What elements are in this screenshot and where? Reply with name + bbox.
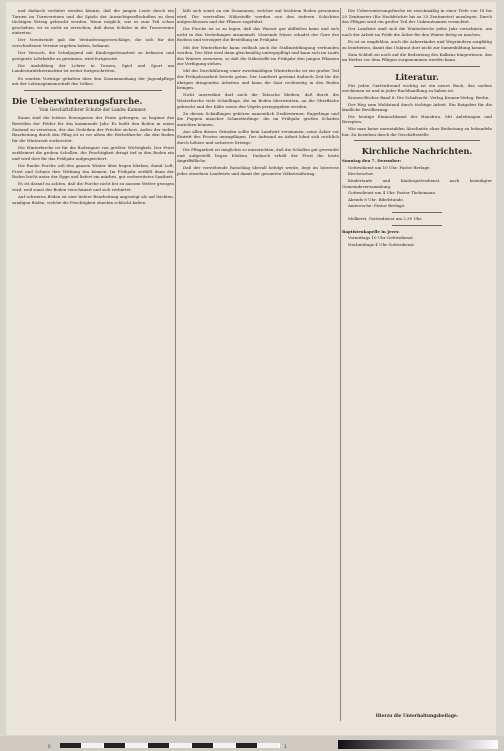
paragraph: Die Winterfurche ist für die Bodengare von größter Wichtigkeit. Der Frost zerkleinert die groben Schollen, die Feuchtigkeit dringt tief in den Boden ein und wird dort für das Frühjahr aufgespeichert. [12,144,174,161]
literature-heading: Literatur. [395,71,439,82]
paragraph: Der Versuch, die Schuljugend mit Kindergartenarbeit zu befassen und geeignete Lehrkräfte zu gewinnen, wird fortgesetzt. [12,50,174,61]
paragraph: Der Landwirt muß sich die Winterfurche jedes Jahr vornehmen, um nach der Arbeit im Felde die Äcker für den Winter fertig zu machen. [342,26,492,37]
grayscale-wedge [338,740,498,749]
church-item: Abends 8 Uhr: Bibelstunde. [348,196,405,202]
paragraph: Mit der Winterfurche kann vielfach auch die Stallmistdüngung verbunden werden. Der Mist wird dann gleichmäßig untergepflügt und kann sich im Laufe des Winters zersetzen, so daß die Nährstoffe im Frühjahr den jungen Pflanzen zur Verfügung stehen. [177,44,339,67]
paragraph: Es wurden Vorträge gehalten über den Zusammenhang der Jugendpflege mit der Lebensgemeinschaft des Volkes. [12,75,174,87]
church-item: Gottesdienst um 10 Uhr: Pastor Berlage. [348,164,431,170]
newspaper-page [6,2,496,735]
literature-item: Wie man keine unrentablen Abschnitte ohne Bedeutung zu behandeln hat. Zu beziehen durch die Geschäftsstelle. [342,126,492,137]
church-item: Nachmittags 4 Uhr Gottesdienst. [348,241,416,247]
church-item: Gottesdienst um 4 Uhr: Pastor Thebemann. [348,190,437,196]
paragraph: Die Ueberwinterungsfurche ist zweckmäßig in einer Tiefe von 18 bis 20 Zentimeter (für Hackfrüchte bis zu 25 Zentimeter) anzulegen. Durch das Pflügen wird ein großer Teil der Unkrautsamen vernichtet. [342,8,492,25]
paragraph: Nicht unerwähnt darf auch die Tatsache bleiben, daß durch die Winterfurche viele Schädlinge, die im Boden überwintern, an die Oberfläche gebracht und der Kälte sowie den Vögeln preisgegeben werden. [177,92,339,109]
paragraph: Es ist zu empfehlen, auch die Ackerränder und Wegrändern sorgfältig zu bearbeiten, damit das Unkraut dort nicht zur Samenbildung kommt. [342,38,492,50]
paragraph: nod dadurch verhütet werden könnte, daß die jungen Leute durch ein Turnen im Turnvereinen und die Spiele der Aussichtgesellschaften zu dem tüchtigen Ertrag gebracht werden. Wenn möglich, wie es zum Teil schon geschehen, ist es nicht zu erreichen, daß diese Schüler in die Turnvereine eintreten. [12,8,174,36]
paragraph: Es ist darauf zu achten, daß die Furche nicht bei zu nassem Wetter gezogen wird, weil sonst der Boden verschmiert und sich verhärtet. [12,181,174,192]
church-item: Molkerei. Gottesdienst um 2.30 Uhr. [348,215,423,221]
paragraph: Der Vorsitzende gab die Veränderungsvorschläge, die sich für die verschiedenen Vereine ergeben haben, bekannt. [12,37,174,49]
literature-item: Für jeden Gartenfreund wichtig ist ein neues Buch, das soeben erschienen ist und in jeder Buchhandlung zu haben ist. [342,82,492,94]
paragraph: Zu diesen Schädlingen gehören namentlich Drahtwürmer, Engerlinge und die Puppen mancher Schmetterlinge, die im Frühjahr großen Schaden anrichten können. [177,110,339,127]
church-item: Amtswoche: Pastor Berlage. [348,203,406,209]
paragraph: Zum Schluß sei noch auf die Bedeutung des Kalkens hingewiesen, das im Herbst vor dem Pflügen vorgenommen werden kann. [342,51,492,63]
supplement-note: Hierzu die Unterhaltungsbeilage. [375,714,459,719]
paragraph: Die Rauhe Furche soll den ganzen Winter über liegen bleiben, damit Luft, Frost und Schnee ihre Wirkung tun können. Im Frühjahr zerfällt dann der Boden leicht unter der Egge und liefert ein mürbes, gut vorbereitetes Saatbett. [12,163,174,180]
church-news-heading: Kirchliche Nachrichten. [361,146,473,157]
paragraph: Mit der Durchführung einer zweckmäßigen Winterfurche ist ein großer Teil der Frühjahrsarbeit bereits getan. Der Landwirt gewinnt dadurch Zeit für die übrigen dringenden Arbeiten und kann die Saat rechtzeitig in den Boden bringen. [177,68,339,91]
article-heading: Die Ueberwinterungsfurche. [12,95,143,106]
church-item: Kirchenchor. [348,171,374,177]
scan-calibration-strip [0,736,504,751]
literature-item: Der Weg zum Wohlstand durch tüchtige Arbeit. Ein Ratgeber für die ländliche Bevölkerung. [342,101,492,113]
church-date: Sonntag den 7. Dezember: [342,158,402,164]
column-right [342,8,492,248]
literature-item: Kronen-Bücher Band 8: Die Schafzucht. Verlag Kronen-Verlag, Berlin. [348,95,490,101]
paragraph: Daß der vorstehende Ratschlag überall befolgt werde, liegt im Interesse jedes einzelnen Landwirts und damit der gesamten Volksernährung. [177,165,339,177]
literature-item: Die heutige Einmachkunst der Hausfrau. Mit Anleitungen und Rezepten. [342,113,492,125]
church-item: Vormittags 10 Uhr Gottesdienst. [348,235,414,241]
divider [354,66,480,67]
divider [24,90,162,91]
church-item: Baptistenkapelle in Jever. [342,228,400,234]
scale-bar [60,743,280,748]
scale-label: 0 [48,744,51,749]
paragraph: Aus allen diesen Gründen sollte kein Landwirt versäumen, seine Äcker vor Eintritt des Frostes umzupflügen. Der Aufwand an Arbeit lohnt sich reichlich durch höhere und sicherere Erträge. [177,128,339,146]
paragraph: Auf schweren Böden ist eine tiefere Bearbeitung angezeigt als auf leichten, sandigen Böden, welche die Feuchtigkeit ohnehin schlecht halten. [12,194,174,205]
column-rule [340,8,341,721]
divider [354,140,480,141]
church-item: Kindertaufe und Kindergottesdienst nach beendigter Gemeindeversammlung. [342,177,492,189]
paragraph: Die Pflugarbeit ist möglichst so einzurichten, daß die Schollen gut gewendet und aufgestellt liegen bleiben. Dadurch erhält der Frost die beste Angriffsfläche. [177,147,339,164]
divider [392,212,442,213]
scale-label: 1 [284,744,287,749]
column-middle [177,8,339,178]
paragraph: Die Furche ist so zu legen, daß das Wasser gut abfließen kann und sich nicht in den Vertiefungen ansammelt. Stauende Nässe schadet der Gare des Bodens und verzögert die Bestellung im Frühjahr. [177,26,339,43]
paragraph: läßt sich somit an ein Zusammen, welcher mit leichtem Boden gewonnen wird. Die wertvollen Nährstoffe werden von den tieferen Schichten aufgeschlossen und der Pflanze zugeführt. [177,8,339,25]
paragraph: Die Ausbildung der Lehrer in Turnen, Spiel und Sport am Landesturnlehrerinstitut ist weiter fortgeschritten. [12,62,174,74]
paragraph: Kaum sind die letzten Erzeugnisse der Ernte geborgen, so beginnt das Bestellen der Felder für das kommende Jahr. Es heißt den Boden in einen Zustand zu versetzen, der das Gedeihen der Früchte sichert. Außer der tiefen Bearbeitung durch den Pflug ist es vor allem die Herbstfurche, die den Boden für die Winterzeit vorbereitet. [12,115,174,143]
column-left [12,8,174,207]
column-rule [175,8,176,721]
divider [392,225,442,226]
article-byline: Vom Geschäftsführer Schulte der Landw.-Kammer. [39,106,147,112]
